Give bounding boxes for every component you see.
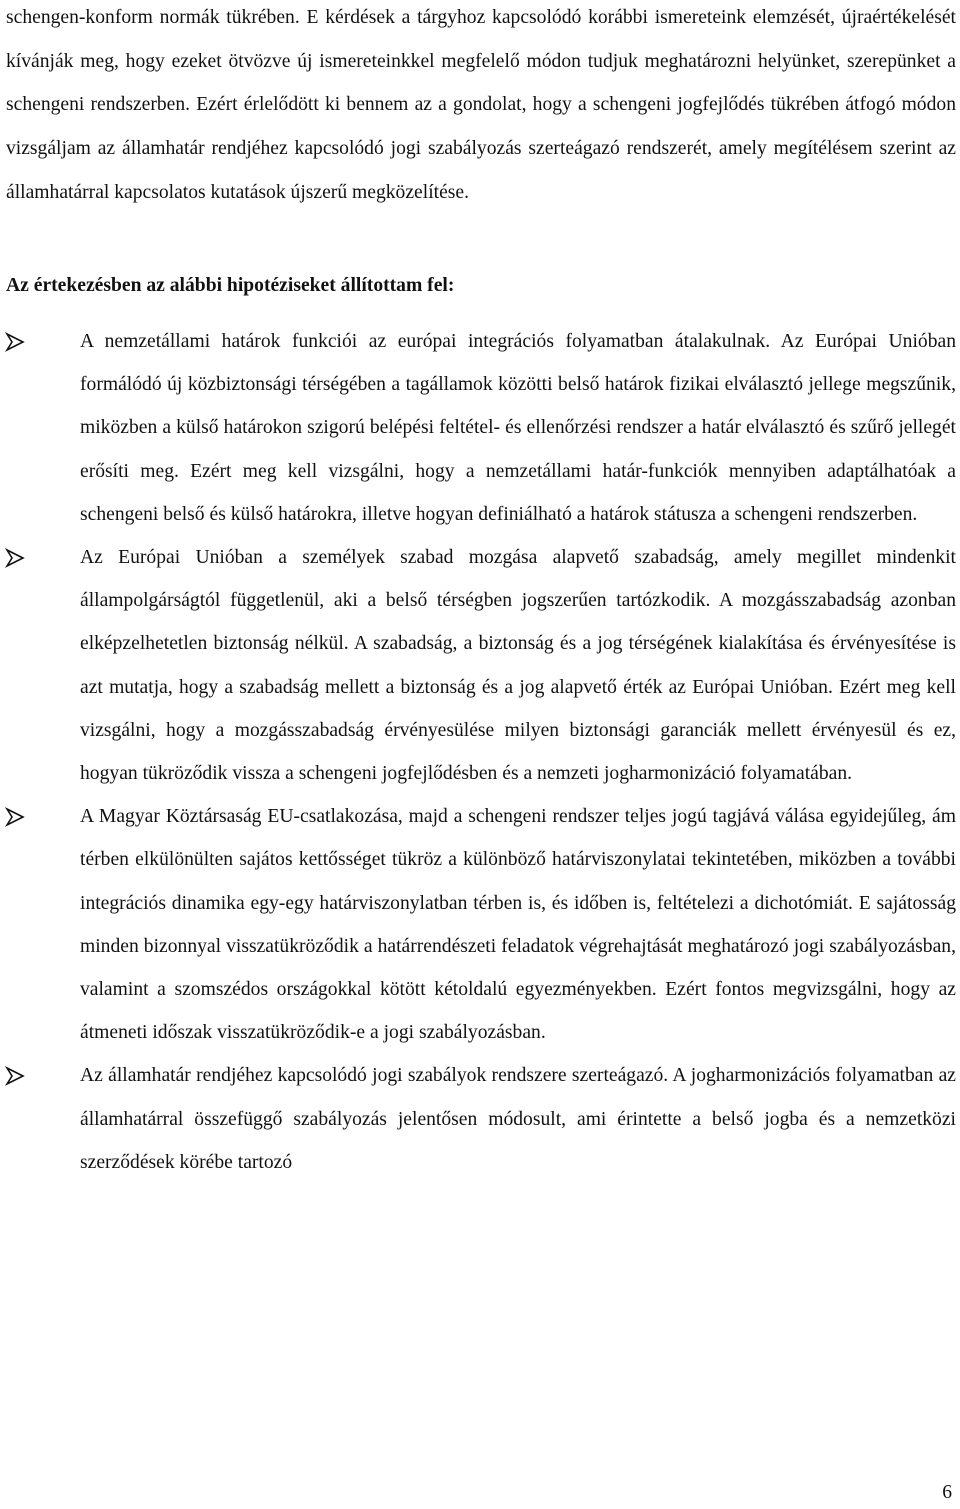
- hypotheses-heading: Az értekezésben az alábbi hipotéziseket állítottam fel:: [6, 275, 455, 296]
- arrowhead-bullet-icon: [5, 1066, 25, 1086]
- list-item: [0, 1054, 956, 1184]
- list-item: [0, 536, 956, 795]
- arrowhead-bullet-icon: [5, 807, 25, 827]
- page-number: 6: [942, 1482, 952, 1503]
- list-item: [0, 795, 956, 1054]
- arrowhead-bullet-icon: [5, 332, 25, 352]
- hypothesis-text: A nemzetállami határok funkciói az európai integrációs folyamatban átalakulnak. Az Európai Unióban formálódó új közbiztonsági térségében a tagállamok közötti belső határok fizikai elválasztó jellege megszűnik, miközben a külső határokon szigorú belépési feltétel- és ellenőrzési rendszer a határ elválasztó és szűrő jellegét erősíti meg. Ezért meg kell vizsgálni, hogy a nemzetállami határ-funkciók mennyiben adaptálhatóak a schengeni belső és külső határokra, illetve hogyan definiálható a határok státusza a schengeni rendszerben.: [80, 331, 956, 525]
- hypothesis-text: Az államhatár rendjéhez kapcsolódó jogi szabályok rendszere szerteágazó. A jogharmonizációs folyamatban az államhatárral összefüggő szabályozás jelentősen módosult, ami érintette a belső jogba és a nemzetközi szerződések körébe tartozó: [80, 1065, 956, 1173]
- hypotheses-list: [0, 320, 960, 1184]
- hypothesis-text: Az Európai Unióban a személyek szabad mozgása alapvető szabadság, amely megillet mindenkit állampolgárságtól függetlenül, aki a belső térségben jogszerűen tartózkodik. A mozgásszabadság azonban elképzelhetetlen biztonság nélkül. A szabadság, a biztonság és a jog térségének kialakítása és érvényesítése is azt mutatja, hogy a szabadság mellett a biztonság és a jog alapvető érték az Európai Unióban. Ezért meg kell vizsgálni, hogy a mozgásszabadság érvényesülése milyen biztonsági garanciák mellett érvényesül és ez, hogyan tükröződik vissza a schengeni jogfejlődésben és a nemzeti jogharmonizáció folyamatában.: [80, 547, 956, 785]
- hypothesis-text: A Magyar Köztársaság EU-csatlakozása, majd a schengeni rendszer teljes jogú tagjává válása egyidejűleg, ám térben elkülönülten sajátos kettősséget tükröz a különböző határviszonylatai tekintetében, miközben a további integrációs dinamika egy-egy határviszonylatban térben is, és időben is, feltételezi a dichotómiát. E sajátosság minden bizonnyal visszatükröződik a határrendészeti feladatok végrehajtását meghatározó jogi szabályozásban, valamint a szomszédos országokkal kötött kétoldalú egyezményekben. Ezért fontos megvizsgálni, hogy az átmeneti időszak visszatükröződik-e a jogi szabályozásban.: [80, 806, 956, 1044]
- arrowhead-bullet-icon: [5, 548, 25, 568]
- list-item: [0, 320, 956, 536]
- intro-paragraph: schengen-konform normák tükrében. E kérdések a tárgyhoz kapcsolódó korábbi ismereteink elemzését, újraértékelését kívánják meg, hogy ezeket ötvözve új ismereteinkkel megfelelő módon tudjuk meghatározni helyünket, szerepünket a schengeni rendszerben. Ezért érlelődött ki bennem az a gondolat, hogy a schengeni jogfejlődés tükrében átfogó módon vizsgáljam az államhatár rendjéhez kapcsolódó jogi szabályozás szerteágazó rendszerét, amely megítélésem szerint az államhatárral kapcsolatos kutatások újszerű megközelítése.: [6, 7, 956, 203]
